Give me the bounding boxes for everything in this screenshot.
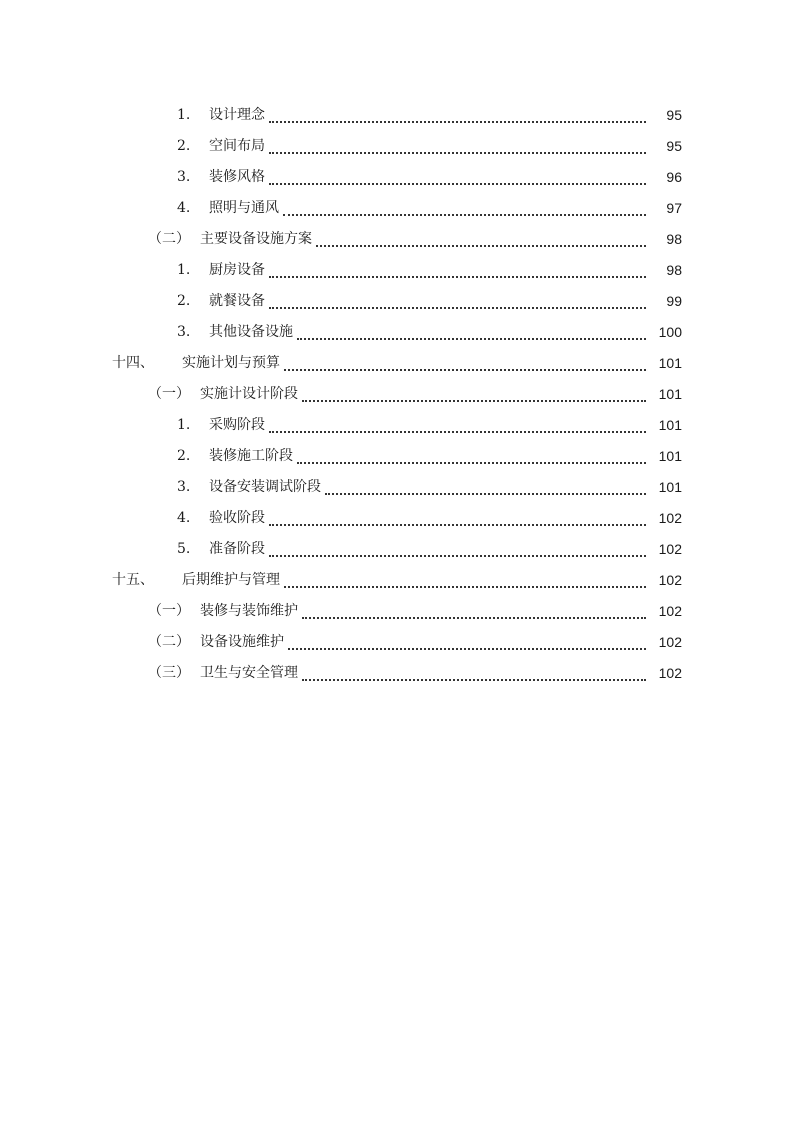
toc-entry-page-number: 101 [658,448,682,464]
toc-entry-number: 3. [177,169,191,185]
toc-entry-title: 验收阶段 [209,510,265,526]
toc-entry-number: 十五、 [112,572,154,588]
toc-entry[interactable] [0,627,794,658]
toc-entry-page-number: 102 [658,510,682,526]
toc-entry-title: 其他设备设施 [209,324,293,340]
toc-entry[interactable] [0,410,794,441]
toc-entry[interactable] [0,348,794,379]
toc-entry-title: 实施计设计阶段 [200,386,298,402]
toc-entry-page-number: 101 [658,479,682,495]
toc-entry-page-number: 96 [666,169,682,185]
toc-entry[interactable] [0,224,794,255]
toc-dot-leader [316,224,646,255]
toc-entry-number: 2. [177,138,191,154]
toc-dot-leader [269,286,646,317]
toc-dot-leader [325,472,646,503]
toc-entry-title: 实施计划与预算 [182,355,280,371]
toc-dot-leader [269,410,646,441]
toc-entry-number: （二） [148,231,190,247]
toc-entry[interactable] [0,472,794,503]
toc-entry-page-number: 98 [666,231,682,247]
toc-entry-number: （一） [148,386,190,402]
toc-entry-title: 装修与装饰维护 [200,603,298,619]
toc-entry[interactable] [0,565,794,596]
toc-entry[interactable] [0,503,794,534]
toc-entry-title: 就餐设备 [209,293,265,309]
toc-entry[interactable] [0,317,794,348]
toc-dot-leader [269,255,646,286]
toc-entry-title: 装修风格 [209,169,265,185]
toc-entry-title: 设备安装调试阶段 [209,479,321,495]
table-of-contents [0,100,794,689]
toc-entry-page-number: 102 [658,603,682,619]
toc-dot-leader [269,162,646,193]
toc-entry-page-number: 101 [658,386,682,402]
toc-dot-leader [269,503,646,534]
toc-entry-number: （一） [148,603,190,619]
toc-dot-leader [297,317,646,348]
toc-entry[interactable] [0,100,794,131]
toc-entry-title: 空间布局 [209,138,265,154]
toc-entry[interactable] [0,441,794,472]
toc-entry-page-number: 102 [658,665,682,681]
toc-dot-leader [297,441,646,472]
toc-dot-leader [302,658,646,689]
toc-dot-leader [269,534,646,565]
toc-entry-page-number: 101 [658,355,682,371]
toc-entry-page-number: 98 [666,262,682,278]
toc-entry[interactable] [0,162,794,193]
toc-dot-leader [302,379,646,410]
toc-entry-page-number: 99 [666,293,682,309]
toc-entry-page-number: 102 [658,634,682,650]
toc-entry-title: 照明与通风 [209,200,279,216]
toc-dot-leader [269,131,646,162]
toc-entry-title: 厨房设备 [209,262,265,278]
toc-entry-number: 2. [177,448,191,464]
toc-entry-page-number: 102 [658,541,682,557]
toc-entry-page-number: 101 [658,417,682,433]
toc-entry-number: 1. [177,417,191,433]
toc-dot-leader [302,596,646,627]
toc-entry-title: 采购阶段 [209,417,265,433]
toc-entry-title: 后期维护与管理 [182,572,280,588]
toc-entry[interactable] [0,286,794,317]
toc-entry-title: 主要设备设施方案 [200,231,312,247]
toc-entry-number: 十四、 [112,355,154,371]
toc-entry-title: 装修施工阶段 [209,448,293,464]
toc-entry-number: 1. [177,107,191,123]
toc-entry-title: 卫生与安全管理 [200,665,298,681]
toc-entry-number: （三） [148,665,190,681]
toc-entry-number: 1. [177,262,191,278]
toc-dot-leader [284,348,646,379]
toc-entry-number: 4. [177,200,191,216]
toc-entry-title: 准备阶段 [209,541,265,557]
toc-entry[interactable] [0,193,794,224]
toc-entry[interactable] [0,255,794,286]
toc-dot-leader [284,565,646,596]
toc-entry-page-number: 102 [658,572,682,588]
toc-entry-page-number: 100 [658,324,682,340]
toc-entry[interactable] [0,379,794,410]
toc-dot-leader [288,627,646,658]
toc-entry-page-number: 95 [666,107,682,123]
toc-entry-number: 4. [177,510,191,526]
toc-dot-leader [269,100,646,131]
toc-entry-page-number: 95 [666,138,682,154]
toc-entry[interactable] [0,596,794,627]
toc-dot-leader [283,193,646,224]
toc-entry[interactable] [0,658,794,689]
toc-entry-title: 设备设施维护 [200,634,284,650]
toc-entry-title: 设计理念 [209,107,265,123]
toc-entry-page-number: 97 [666,200,682,216]
toc-entry-number: 3. [177,324,191,340]
toc-entry[interactable] [0,131,794,162]
toc-entry-number: 5. [177,541,191,557]
toc-entry[interactable] [0,534,794,565]
toc-entry-number: （二） [148,634,190,650]
toc-entry-number: 2. [177,293,191,309]
toc-entry-number: 3. [177,479,191,495]
